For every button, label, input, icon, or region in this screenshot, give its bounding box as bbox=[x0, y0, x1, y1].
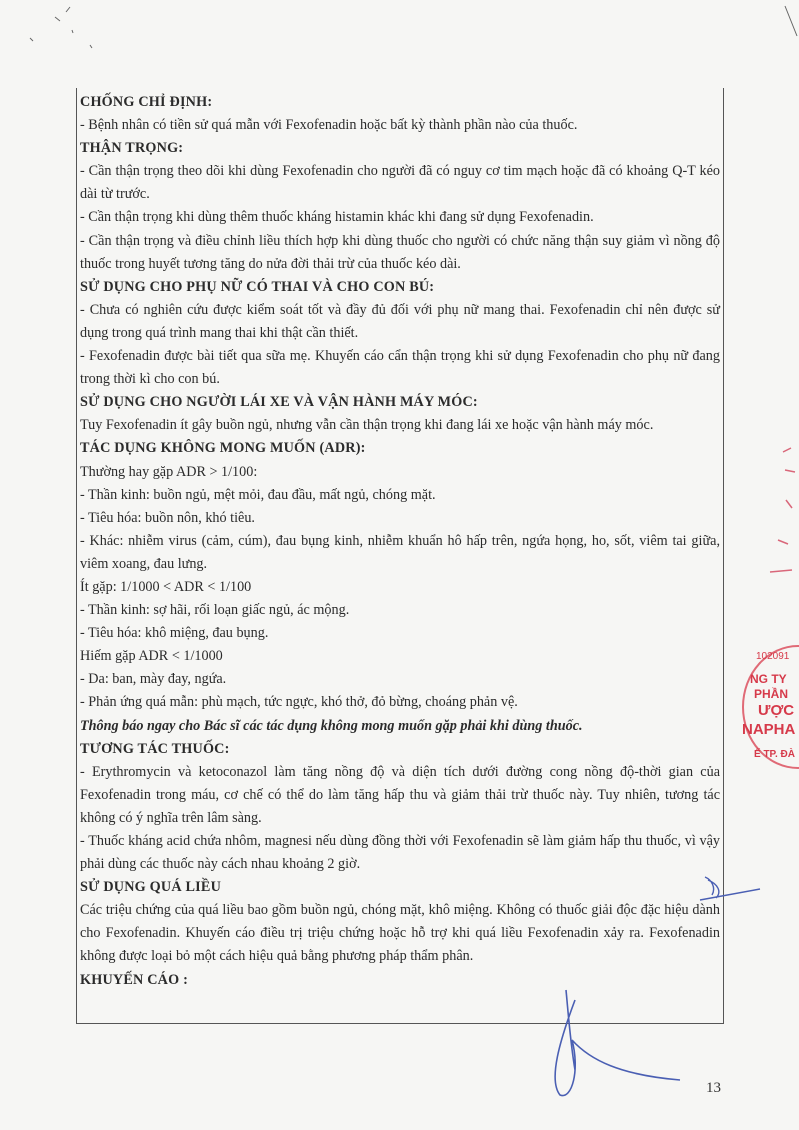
paragraph: - Cần thận trọng theo dõi khi dùng Fexofenadin cho người đã có nguy cơ tim mạch hoặc đã có khoảng Q-T kéo dài từ trước. bbox=[80, 163, 720, 203]
paragraph: - Fexofenadin được bài tiết qua sữa mẹ. Khuyến cáo cẩn thận trọng khi sử dụng Fexofenadin cho phụ nữ đang trong thời kì cho con bú. bbox=[80, 348, 720, 388]
page-number: 13 bbox=[706, 1080, 721, 1096]
paragraph: Ít gặp: 1/1000 < ADR < 1/100 bbox=[80, 578, 252, 595]
paragraph: - Da: ban, mày đay, ngứa. bbox=[80, 671, 227, 688]
paragraph: - Thần kinh: buồn ngủ, mệt mỏi, đau đầu, mất ngủ, chóng mặt. bbox=[80, 486, 436, 503]
paragraph: - Phản ứng quá mẫn: phù mạch, tức ngực, khó thở, đỏ bừng, choáng phản vệ. bbox=[80, 694, 518, 711]
section-heading: TÁC DỤNG KHÔNG MONG MUỐN (ADR): bbox=[80, 440, 366, 457]
paragraph: - Tiêu hóa: buồn nôn, khó tiêu. bbox=[80, 509, 255, 526]
section-heading: SỬ DỤNG QUÁ LIỀU bbox=[80, 879, 222, 896]
signature bbox=[555, 990, 680, 1096]
paragraph: - Erythromycin và ketoconazol làm tăng nồng độ và diện tích dưới đường cong nồng độ-thời gian của Fexofenadin trong máu, cơ chế có thể do làm tăng hấp thu và giảm thải trừ thuốc này. Tuy nhiên, tương tác không có ý nghĩa trên lâm sàng. bbox=[80, 763, 720, 826]
stamp-fragment bbox=[770, 448, 795, 572]
section-heading: SỬ DỤNG CHO NGƯỜI LÁI XE VÀ VẬN HÀNH MÁY MÓC: bbox=[80, 394, 478, 411]
paragraph: - Thuốc kháng acid chứa nhôm, magnesi nếu dùng đồng thời với Fexofenadin sẽ làm giảm hấp thu thuốc, vì vậy phải dùng các thuốc này cách nhau khoảng 2 giờ. bbox=[80, 833, 720, 873]
corner-marks bbox=[30, 6, 797, 48]
warning-note: Thông báo ngay cho Bác sĩ các tác dụng không mong muốn gặp phải khi dùng thuốc. bbox=[80, 717, 583, 734]
paragraph: Thường hay gặp ADR > 1/100: bbox=[80, 463, 258, 480]
stamp-text: ƯỢC bbox=[758, 702, 795, 719]
stamp-text: Ế TP. ĐÀ bbox=[754, 749, 795, 760]
initials-mark bbox=[700, 877, 760, 900]
section-heading: CHỐNG CHỈ ĐỊNH: bbox=[80, 94, 213, 110]
stamp-text: PHẦN bbox=[754, 687, 789, 701]
paragraph: - Bệnh nhân có tiền sử quá mẫn với Fexofenadin hoặc bất kỳ thành phần nào của thuốc. bbox=[80, 117, 578, 134]
paragraph: - Khác: nhiễm virus (cảm, cúm), đau bụng kinh, nhiễm khuẩn hô hấp trên, ngứa họng, ho, sốt, viêm tai giữa, viêm xoang, đau lưng. bbox=[80, 532, 720, 572]
section-heading: THẬN TRỌNG: bbox=[80, 140, 184, 157]
section-heading: SỬ DỤNG CHO PHỤ NỮ CÓ THAI VÀ CHO CON BÚ: bbox=[80, 278, 435, 295]
section-heading: KHUYẾN CÁO : bbox=[80, 971, 189, 988]
paragraph: - Thần kinh: sợ hãi, rối loạn giấc ngủ, ác mộng. bbox=[80, 602, 350, 619]
paragraph: - Tiêu hóa: khô miệng, đau bụng. bbox=[80, 625, 269, 642]
stamp-text: NAPHA bbox=[742, 721, 796, 738]
paragraph: Hiếm gặp ADR < 1/1000 bbox=[80, 648, 223, 665]
paragraph: Các triệu chứng của quá liều bao gồm buồn ngủ, chóng mặt, khô miệng. Không có thuốc giải độc đặc hiệu dành cho Fexofenadin. Khuyến cáo điều trị triệu chứng hoặc hỗ trợ khi quá liều Fexofenadin xảy ra. Fexofenadin không được loại bỏ một cách hiệu quả bằng phương pháp thẩm phân. bbox=[80, 902, 720, 965]
paragraph: Tuy Fexofenadin ít gây buồn ngủ, nhưng vẫn cần thận trọng khi đang lái xe hoặc vận hành máy móc. bbox=[80, 417, 654, 434]
section-heading: TƯƠNG TÁC THUỐC: bbox=[80, 740, 230, 757]
stamp-text: 102091 bbox=[756, 651, 790, 662]
paragraph: - Cần thận trọng khi dùng thêm thuốc kháng histamin khác khi đang sử dụng Fexofenadin. bbox=[80, 209, 594, 226]
stamp-text: NG TY bbox=[750, 672, 787, 686]
paragraph: - Chưa có nghiên cứu được kiểm soát tốt và đầy đủ đối với phụ nữ mang thai. Fexofenadin chỉ nên được sử dụng trong quá trình mang thai khi thật cần thiết. bbox=[80, 301, 720, 341]
paragraph: - Cần thận trọng và điều chỉnh liều thích hợp khi dùng thuốc cho người có chức năng thận suy giảm vì nồng độ thuốc trong huyết tương tăng do nửa đời thải trừ của thuốc kéo dài. bbox=[80, 232, 720, 272]
